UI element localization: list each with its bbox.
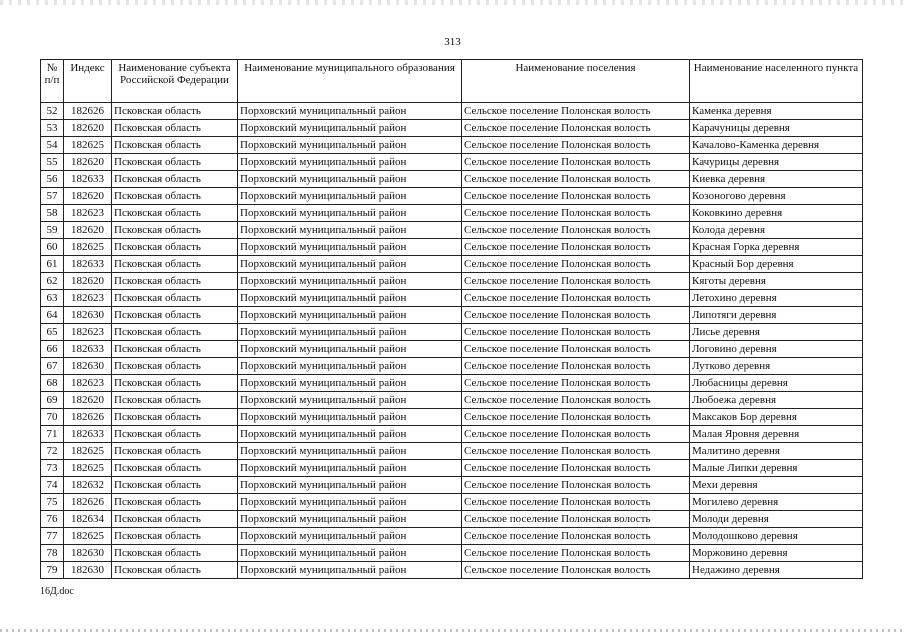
cell-settlement: Сельское поселение Полонская волость xyxy=(462,324,690,341)
scan-artifact-top xyxy=(0,0,905,5)
cell-subject: Псковская область xyxy=(112,273,238,290)
header-num: № п/п xyxy=(41,60,64,103)
scan-artifact-bottom xyxy=(0,629,905,632)
cell-municipality: Порховский муниципальный район xyxy=(238,171,462,188)
settlements-table xyxy=(40,59,863,579)
cell-subject: Псковская область xyxy=(112,460,238,477)
cell-municipality: Порховский муниципальный район xyxy=(238,120,462,137)
cell-municipality: Порховский муниципальный район xyxy=(238,205,462,222)
table-row xyxy=(41,443,863,460)
cell-index: 182625 xyxy=(64,239,112,256)
cell-subject: Псковская область xyxy=(112,324,238,341)
cell-num: 75 xyxy=(41,494,64,511)
cell-index: 182620 xyxy=(64,188,112,205)
table-header-row xyxy=(41,60,863,103)
cell-index: 182623 xyxy=(64,375,112,392)
cell-subject: Псковская область xyxy=(112,222,238,239)
cell-num: 64 xyxy=(41,307,64,324)
cell-settlement: Сельское поселение Полонская волость xyxy=(462,222,690,239)
cell-index: 182625 xyxy=(64,443,112,460)
cell-subject: Псковская область xyxy=(112,205,238,222)
table-row xyxy=(41,273,863,290)
cell-locality: Качалово-Каменка деревня xyxy=(690,137,863,154)
cell-num: 66 xyxy=(41,341,64,358)
table-row xyxy=(41,137,863,154)
cell-settlement: Сельское поселение Полонская волость xyxy=(462,205,690,222)
table-row xyxy=(41,545,863,562)
cell-locality: Логовино деревня xyxy=(690,341,863,358)
table-row xyxy=(41,239,863,256)
cell-locality: Лисье деревня xyxy=(690,324,863,341)
cell-locality: Кяготы деревня xyxy=(690,273,863,290)
cell-settlement: Сельское поселение Полонская волость xyxy=(462,528,690,545)
table-row xyxy=(41,358,863,375)
cell-subject: Псковская область xyxy=(112,307,238,324)
header-subject: Наименование субъекта Российской Федерации xyxy=(112,60,238,103)
table-row xyxy=(41,188,863,205)
cell-num: 72 xyxy=(41,443,64,460)
table-row xyxy=(41,171,863,188)
cell-index: 182626 xyxy=(64,103,112,120)
cell-index: 182623 xyxy=(64,290,112,307)
cell-subject: Псковская область xyxy=(112,409,238,426)
cell-municipality: Порховский муниципальный район xyxy=(238,545,462,562)
cell-municipality: Порховский муниципальный район xyxy=(238,341,462,358)
cell-subject: Псковская область xyxy=(112,154,238,171)
cell-subject: Псковская область xyxy=(112,426,238,443)
cell-num: 55 xyxy=(41,154,64,171)
cell-num: 54 xyxy=(41,137,64,154)
cell-index: 182630 xyxy=(64,307,112,324)
cell-municipality: Порховский муниципальный район xyxy=(238,222,462,239)
cell-municipality: Порховский муниципальный район xyxy=(238,324,462,341)
table-row xyxy=(41,460,863,477)
cell-num: 77 xyxy=(41,528,64,545)
cell-num: 63 xyxy=(41,290,64,307)
cell-index: 182625 xyxy=(64,460,112,477)
cell-num: 61 xyxy=(41,256,64,273)
cell-locality: Молодошково деревня xyxy=(690,528,863,545)
header-settlement: Наименование поселения xyxy=(462,60,690,103)
footer-filename: 16Д.doc xyxy=(40,586,74,597)
table-row xyxy=(41,290,863,307)
cell-settlement: Сельское поселение Полонская волость xyxy=(462,375,690,392)
cell-num: 58 xyxy=(41,205,64,222)
cell-index: 182633 xyxy=(64,171,112,188)
cell-settlement: Сельское поселение Полонская волость xyxy=(462,358,690,375)
cell-num: 52 xyxy=(41,103,64,120)
table-row xyxy=(41,222,863,239)
cell-subject: Псковская область xyxy=(112,290,238,307)
cell-locality: Малая Яровня деревня xyxy=(690,426,863,443)
cell-settlement: Сельское поселение Полонская волость xyxy=(462,256,690,273)
cell-index: 182630 xyxy=(64,545,112,562)
cell-settlement: Сельское поселение Полонская волость xyxy=(462,307,690,324)
cell-locality: Малые Липки деревня xyxy=(690,460,863,477)
cell-subject: Псковская область xyxy=(112,375,238,392)
table-row xyxy=(41,103,863,120)
cell-index: 182625 xyxy=(64,137,112,154)
cell-municipality: Порховский муниципальный район xyxy=(238,239,462,256)
table-body xyxy=(41,103,863,579)
cell-locality: Максаков Бор деревня xyxy=(690,409,863,426)
cell-settlement: Сельское поселение Полонская волость xyxy=(462,188,690,205)
cell-num: 62 xyxy=(41,273,64,290)
cell-locality: Красный Бор деревня xyxy=(690,256,863,273)
cell-num: 53 xyxy=(41,120,64,137)
cell-settlement: Сельское поселение Полонская волость xyxy=(462,290,690,307)
cell-municipality: Порховский муниципальный район xyxy=(238,256,462,273)
cell-num: 69 xyxy=(41,392,64,409)
cell-settlement: Сельское поселение Полонская волость xyxy=(462,273,690,290)
cell-locality: Моржовино деревня xyxy=(690,545,863,562)
cell-index: 182623 xyxy=(64,324,112,341)
cell-locality: Любоежа деревня xyxy=(690,392,863,409)
cell-locality: Лутково деревня xyxy=(690,358,863,375)
cell-subject: Псковская область xyxy=(112,545,238,562)
cell-settlement: Сельское поселение Полонская волость xyxy=(462,171,690,188)
cell-subject: Псковская область xyxy=(112,528,238,545)
table-row xyxy=(41,205,863,222)
cell-subject: Псковская область xyxy=(112,341,238,358)
cell-index: 182630 xyxy=(64,562,112,579)
cell-municipality: Порховский муниципальный район xyxy=(238,375,462,392)
cell-locality: Колода деревня xyxy=(690,222,863,239)
cell-settlement: Сельское поселение Полонская волость xyxy=(462,103,690,120)
table-row xyxy=(41,392,863,409)
cell-settlement: Сельское поселение Полонская волость xyxy=(462,477,690,494)
table-row xyxy=(41,324,863,341)
cell-num: 68 xyxy=(41,375,64,392)
cell-index: 182633 xyxy=(64,426,112,443)
cell-locality: Киевка деревня xyxy=(690,171,863,188)
cell-locality: Летохино деревня xyxy=(690,290,863,307)
cell-settlement: Сельское поселение Полонская волость xyxy=(462,460,690,477)
cell-municipality: Порховский муниципальный район xyxy=(238,494,462,511)
cell-subject: Псковская область xyxy=(112,511,238,528)
cell-locality: Малитино деревня xyxy=(690,443,863,460)
cell-num: 71 xyxy=(41,426,64,443)
cell-settlement: Сельское поселение Полонская волость xyxy=(462,120,690,137)
table-row xyxy=(41,154,863,171)
table-row xyxy=(41,562,863,579)
cell-municipality: Порховский муниципальный район xyxy=(238,443,462,460)
cell-municipality: Порховский муниципальный район xyxy=(238,273,462,290)
cell-subject: Псковская область xyxy=(112,188,238,205)
cell-subject: Псковская область xyxy=(112,443,238,460)
cell-settlement: Сельское поселение Полонская волость xyxy=(462,239,690,256)
cell-municipality: Порховский муниципальный район xyxy=(238,154,462,171)
cell-index: 182620 xyxy=(64,120,112,137)
cell-settlement: Сельское поселение Полонская волость xyxy=(462,494,690,511)
cell-index: 182625 xyxy=(64,528,112,545)
cell-num: 79 xyxy=(41,562,64,579)
cell-settlement: Сельское поселение Полонская волость xyxy=(462,137,690,154)
cell-subject: Псковская область xyxy=(112,239,238,256)
table-row xyxy=(41,256,863,273)
cell-settlement: Сельское поселение Полонская волость xyxy=(462,562,690,579)
cell-index: 182634 xyxy=(64,511,112,528)
cell-municipality: Порховский муниципальный район xyxy=(238,188,462,205)
page-number: 313 xyxy=(444,36,461,48)
cell-municipality: Порховский муниципальный район xyxy=(238,137,462,154)
cell-locality: Карачуницы деревня xyxy=(690,120,863,137)
cell-locality: Недажино деревня xyxy=(690,562,863,579)
cell-num: 73 xyxy=(41,460,64,477)
header-index: Индекс xyxy=(64,60,112,103)
table-row xyxy=(41,511,863,528)
cell-index: 182620 xyxy=(64,273,112,290)
cell-municipality: Порховский муниципальный район xyxy=(238,562,462,579)
cell-settlement: Сельское поселение Полонская волость xyxy=(462,443,690,460)
cell-settlement: Сельское поселение Полонская волость xyxy=(462,392,690,409)
cell-municipality: Порховский муниципальный район xyxy=(238,477,462,494)
cell-municipality: Порховский муниципальный район xyxy=(238,460,462,477)
cell-num: 76 xyxy=(41,511,64,528)
cell-index: 182626 xyxy=(64,409,112,426)
cell-index: 182633 xyxy=(64,256,112,273)
cell-index: 182620 xyxy=(64,392,112,409)
cell-subject: Псковская область xyxy=(112,477,238,494)
cell-num: 56 xyxy=(41,171,64,188)
cell-index: 182633 xyxy=(64,341,112,358)
cell-settlement: Сельское поселение Полонская волость xyxy=(462,409,690,426)
cell-subject: Псковская область xyxy=(112,256,238,273)
cell-num: 67 xyxy=(41,358,64,375)
cell-index: 182620 xyxy=(64,222,112,239)
cell-settlement: Сельское поселение Полонская волость xyxy=(462,511,690,528)
cell-municipality: Порховский муниципальный район xyxy=(238,307,462,324)
cell-municipality: Порховский муниципальный район xyxy=(238,103,462,120)
cell-settlement: Сельское поселение Полонская волость xyxy=(462,341,690,358)
table-row xyxy=(41,426,863,443)
cell-num: 60 xyxy=(41,239,64,256)
cell-subject: Псковская область xyxy=(112,392,238,409)
cell-municipality: Порховский муниципальный район xyxy=(238,358,462,375)
cell-index: 182620 xyxy=(64,154,112,171)
table-row xyxy=(41,341,863,358)
table-row xyxy=(41,528,863,545)
cell-locality: Качурицы деревня xyxy=(690,154,863,171)
cell-subject: Псковская область xyxy=(112,103,238,120)
cell-index: 182623 xyxy=(64,205,112,222)
cell-subject: Псковская область xyxy=(112,358,238,375)
cell-subject: Псковская область xyxy=(112,137,238,154)
cell-locality: Молоди деревня xyxy=(690,511,863,528)
cell-subject: Псковская область xyxy=(112,120,238,137)
cell-num: 74 xyxy=(41,477,64,494)
cell-municipality: Порховский муниципальный район xyxy=(238,426,462,443)
cell-locality: Каменка деревня xyxy=(690,103,863,120)
cell-settlement: Сельское поселение Полонская волость xyxy=(462,545,690,562)
cell-locality: Липотяги деревня xyxy=(690,307,863,324)
cell-index: 182632 xyxy=(64,477,112,494)
cell-index: 182626 xyxy=(64,494,112,511)
cell-subject: Псковская область xyxy=(112,171,238,188)
cell-settlement: Сельское поселение Полонская волость xyxy=(462,426,690,443)
table-row xyxy=(41,120,863,137)
cell-locality: Любасницы деревня xyxy=(690,375,863,392)
cell-subject: Псковская область xyxy=(112,494,238,511)
cell-locality: Коковкино деревня xyxy=(690,205,863,222)
header-locality: Наименование населенного пункта xyxy=(690,60,863,103)
table-row xyxy=(41,375,863,392)
cell-num: 70 xyxy=(41,409,64,426)
table-row xyxy=(41,477,863,494)
cell-locality: Красная Горка деревня xyxy=(690,239,863,256)
cell-locality: Козоногово деревня xyxy=(690,188,863,205)
cell-num: 59 xyxy=(41,222,64,239)
table-row xyxy=(41,494,863,511)
table-row xyxy=(41,409,863,426)
cell-municipality: Порховский муниципальный район xyxy=(238,392,462,409)
cell-num: 65 xyxy=(41,324,64,341)
cell-subject: Псковская область xyxy=(112,562,238,579)
cell-index: 182630 xyxy=(64,358,112,375)
table-row xyxy=(41,307,863,324)
cell-municipality: Порховский муниципальный район xyxy=(238,511,462,528)
cell-municipality: Порховский муниципальный район xyxy=(238,528,462,545)
cell-num: 78 xyxy=(41,545,64,562)
cell-municipality: Порховский муниципальный район xyxy=(238,409,462,426)
cell-municipality: Порховский муниципальный район xyxy=(238,290,462,307)
header-municipality: Наименование муниципального образования xyxy=(238,60,462,103)
cell-settlement: Сельское поселение Полонская волость xyxy=(462,154,690,171)
cell-locality: Могилево деревня xyxy=(690,494,863,511)
cell-locality: Мехи деревня xyxy=(690,477,863,494)
cell-num: 57 xyxy=(41,188,64,205)
